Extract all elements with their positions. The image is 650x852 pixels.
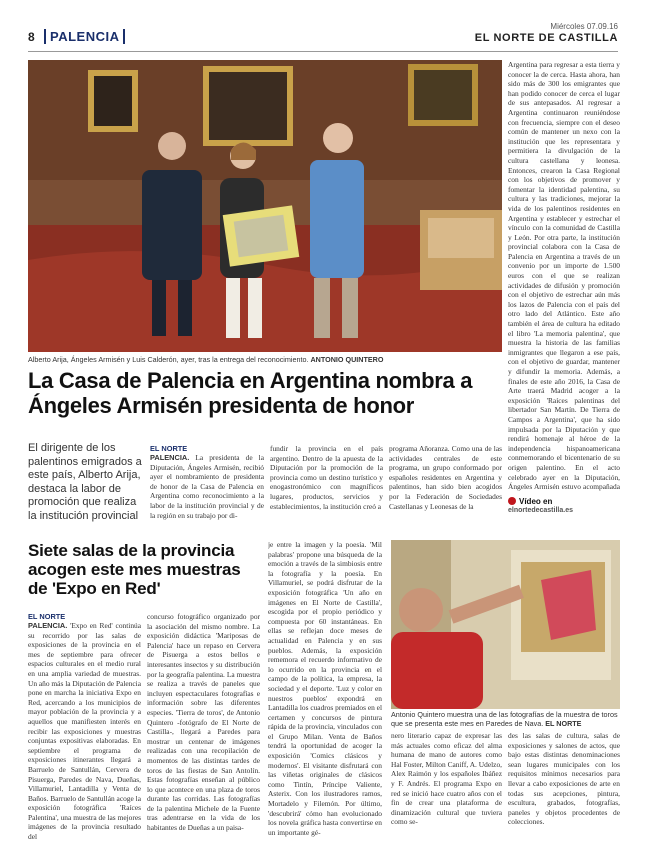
story1-caption-text: Alberto Arija, Ángeles Armisén y Luis Calderón, ayer, tras la entrega del reconocimiento.: [28, 355, 309, 364]
story2-caption: [391, 710, 620, 728]
story1-caption: [28, 355, 502, 364]
story2-column-4: nero literario capaz de expresar las más actuales como eficaz del alma humana de mano de autores como Hal Foster, Milton Caniff, A. Udelzo, Alex Raimón y los españoles Ibáñez y F. Andrés. El programa Expo en red se inició hace cuatro años con el fin de crear una plataforma de dinamización cultural que tuviera como se-: [391, 731, 502, 827]
story2-lede-city: PALENCIA.: [28, 621, 68, 630]
story1-lede-city: PALENCIA.: [150, 453, 190, 462]
story2-headline: Siete salas de la provincia acogen este mes muestras de 'Expo en Red': [28, 541, 241, 598]
story1-deck: El dirigente de los palentinos emigrados a este país, Alberto Arija, destaca la labor de promoción que realiza la institución provincial: [28, 442, 142, 522]
story2-byline: EL NORTE: [28, 612, 66, 621]
story1-headline: La Casa de Palencia en Argentina nombra a Ángeles Armisén presidenta de honor: [28, 368, 473, 418]
issue-date: Miércoles 07.09.16: [550, 22, 618, 31]
story2-photo-credit: EL NORTE: [545, 719, 582, 728]
story2-column-1: [28, 612, 141, 850]
story1-column-2: fundir la provincia en el país argentino. Dentro de la apuesta de la Diputación por la promoción de la provincia como un destino turístico y enogastronómico con magníficos lugares, productos, servicios y establecimientos, la institución creó a: [270, 444, 383, 511]
page-number: 8: [28, 30, 35, 44]
newspaper-name: EL NORTE DE CASTILLA: [474, 32, 618, 44]
story2-col1-text: 'Expo en Red' continúa su recorrido por las salas de exposiciones de la provincia en el mes de septiembre para ofrecer espacios culturales en el medio rural en una amplia variedad de muestras. Un año más la Diputación de Palencia pone en marcha la iniciativa Expo en Red, acercando a los municipios de mayor población de la provincia y a aquellos que manifiesten interés en recibir las exposiciones y muestras conjuntas expositivas elaboradas. En septiembre el programa de exposiciones itinerantes llegará a Barruelo de Santullán, Cervera de Pisuerga, Paredes de Nava, Dueñas, Villamuriel, Lantadilla y Venta de Baños. Barruelo de Santullán acoge la exposición fotográfica 'Raíces Palentina', una muestra de las mejores imágenes de la provincia resultado del: [28, 621, 141, 842]
story1-column-3: programa Añoranza. Como una de las actividades centrales de este programa, un grupo conformado por españoles residentes en Argentina y palentinos, han sido bien acogidos por la Federación de Sociedades Castellanas y Leonesas de la: [389, 444, 502, 511]
video-link[interactable]: [508, 497, 552, 506]
story1-photo: [28, 60, 502, 352]
story2-column-2: concurso fotográfico organizado por la asociación del mismo nombre. La exposición didáctica 'Mariposas de Palencia' hace un repaso en Cervera de Pisuerga a estos bellos e interesantes insectos y su distribución por la geografía palentina. La muestra se realiza a través de paneles que incluyen espectaculares fotografías e información sobre las diferentes especies. 'Tierra de toros', de Antonio Quintero -fotógrafo de El Norte de Castilla-, llegará a Paredes para mostrar un centenar de imágenes realizadas con una recopilación de momentos de las distintas tardes de toros de las fiestas de San Antolín. Estas fotografías enseñan al público lo que acontece en una plaza de toros durante las corridas. Las fotografías de la palentina Michele de la Fuente tras adentrarse en la vida de los habitantes de Dueñas a un paisa-: [147, 612, 260, 833]
story2-column-3: je entre la imagen y la poesía. 'Mil palabras' propone una búsqueda de la emoción a través de la simbiosis entre la fotografía y la poesía. En Villamuriel, se podrá disfrutar de la exposición fotográfica 'Un año en imágenes en El Norte de Castilla', escogida por el propio periódico y compuesta por 60 instantáneas. En ellas se reflejan doce meses de actualidad en Palencia y en sus pueblos. Además, la exposición rememora el recuerdo informativo de lo ocurrido en la provincia en el campo de la política, la empresa, la sociedad y el deporte. 'Luz y color en nuestros pueblos' expondrá en Lantadilla los cuadros premiados en el certamen y concursos de pintura rápida de la provincia, vinculados con el Grupo Milan. Venta de Baños tendrá la oportunidad de acoger la exposición 'Comics clásicos y modernos'. El visitante disfrutará con las viñetas originales de clásicos como Tintín, Príncipe Valiente, Asterix. Con los ilustradores ramos, Mortadelo y Filemón. Por último, 'descubrirá' cómo han evolucionado los novela gráfica hasta convertirse en un importante gé-: [268, 540, 382, 837]
story1-right-column: Argentina para regresar a esta tierra y conocer la de cerca. Hasta ahora, han sido más de 300 los emigrantes que han podido conocer de cerca el lugar de sus antepasados. Al regresar a Argentina continuaron reuniéndose con frecuencia, siempre con el deseo común de mantener un nexo con la institución que les representara y permitiera la divulgación de la cultura castellana y leonesa. Entonces, crearon la Casa Regional con los objetivos de promover y fomentar la identidad palentina, su cultura y las tradiciones, mejorar la vida de los palentinos residentes en Argentina y establecer y estrechar el vínculo con la comunidad de Castilla y León. Por otra parte, la institución provincial colabora con la Casa de Palencia en Argentina a través de un convenio por un importe de 1.500 euros con el que se realizan actividades de difusión y promoción con el objetivo de estrechar aún más los lazos de Palencia con el país del otro lado del Atlántico. Este año también el área de cultura ha editado el libro 'La memoria palentina', que muestra la historia de las familias inmigrantes que llegaron a ese país, con el objetivo de guardar, mantener y difundir la memoria. Además, a finales de este año 2016, la Casa de Arte traerá Madrid acoger a la exposición 'Raíces palentinas del libertador San Martín. De Tierra de Campos a Argentina', que ha sido impulsada por la Diputación y que rendirá homenaje al héroe de la independencia hispanoamericana conmemorando el bicentenario de su origen palentino. En el acto celebrado ayer en la Diputación, Ángeles Armisén estuvo acompañada: [508, 60, 620, 492]
story-separator: [28, 526, 648, 528]
video-label: Vídeo en: [519, 497, 553, 506]
video-dot-icon: [508, 497, 516, 505]
story2-column-5: des las salas de cultura, salas de exposiciones y salones de actos, que bajo estas distintas denominaciones sean lugares municipales con los requisitos mínimos necesarios para llevar a cabo exposiciones de arte en todas sus acepciones, pintura, escultura, grabados, fotografías, paneles y objetos procedentes de colecciones.: [508, 731, 620, 827]
masthead-rule: [28, 51, 618, 52]
video-url[interactable]: elnortedecastilla.es: [508, 507, 573, 514]
story1-photo-credit: ANTONIO QUINTERO: [310, 355, 384, 364]
story1-column-1: [150, 444, 264, 524]
story2-photo: [391, 540, 620, 709]
section-label: PALENCIA: [44, 29, 125, 44]
story2-caption-text: Antonio Quintero muestra una de las fotografías de la muestra de toros que se presenta este mes en Paredes de Nava.: [391, 710, 618, 728]
story1-col1-text: La presidenta de la Diputación, Ángeles Armisén, recibió ayer el nombramiento de presidenta de honor de la Casa de Palencia en Argentina como reconocimiento a la labor de la institución provincial y de la región en su trabajo por di-: [150, 453, 264, 520]
story1-byline: EL NORTE: [150, 444, 188, 453]
